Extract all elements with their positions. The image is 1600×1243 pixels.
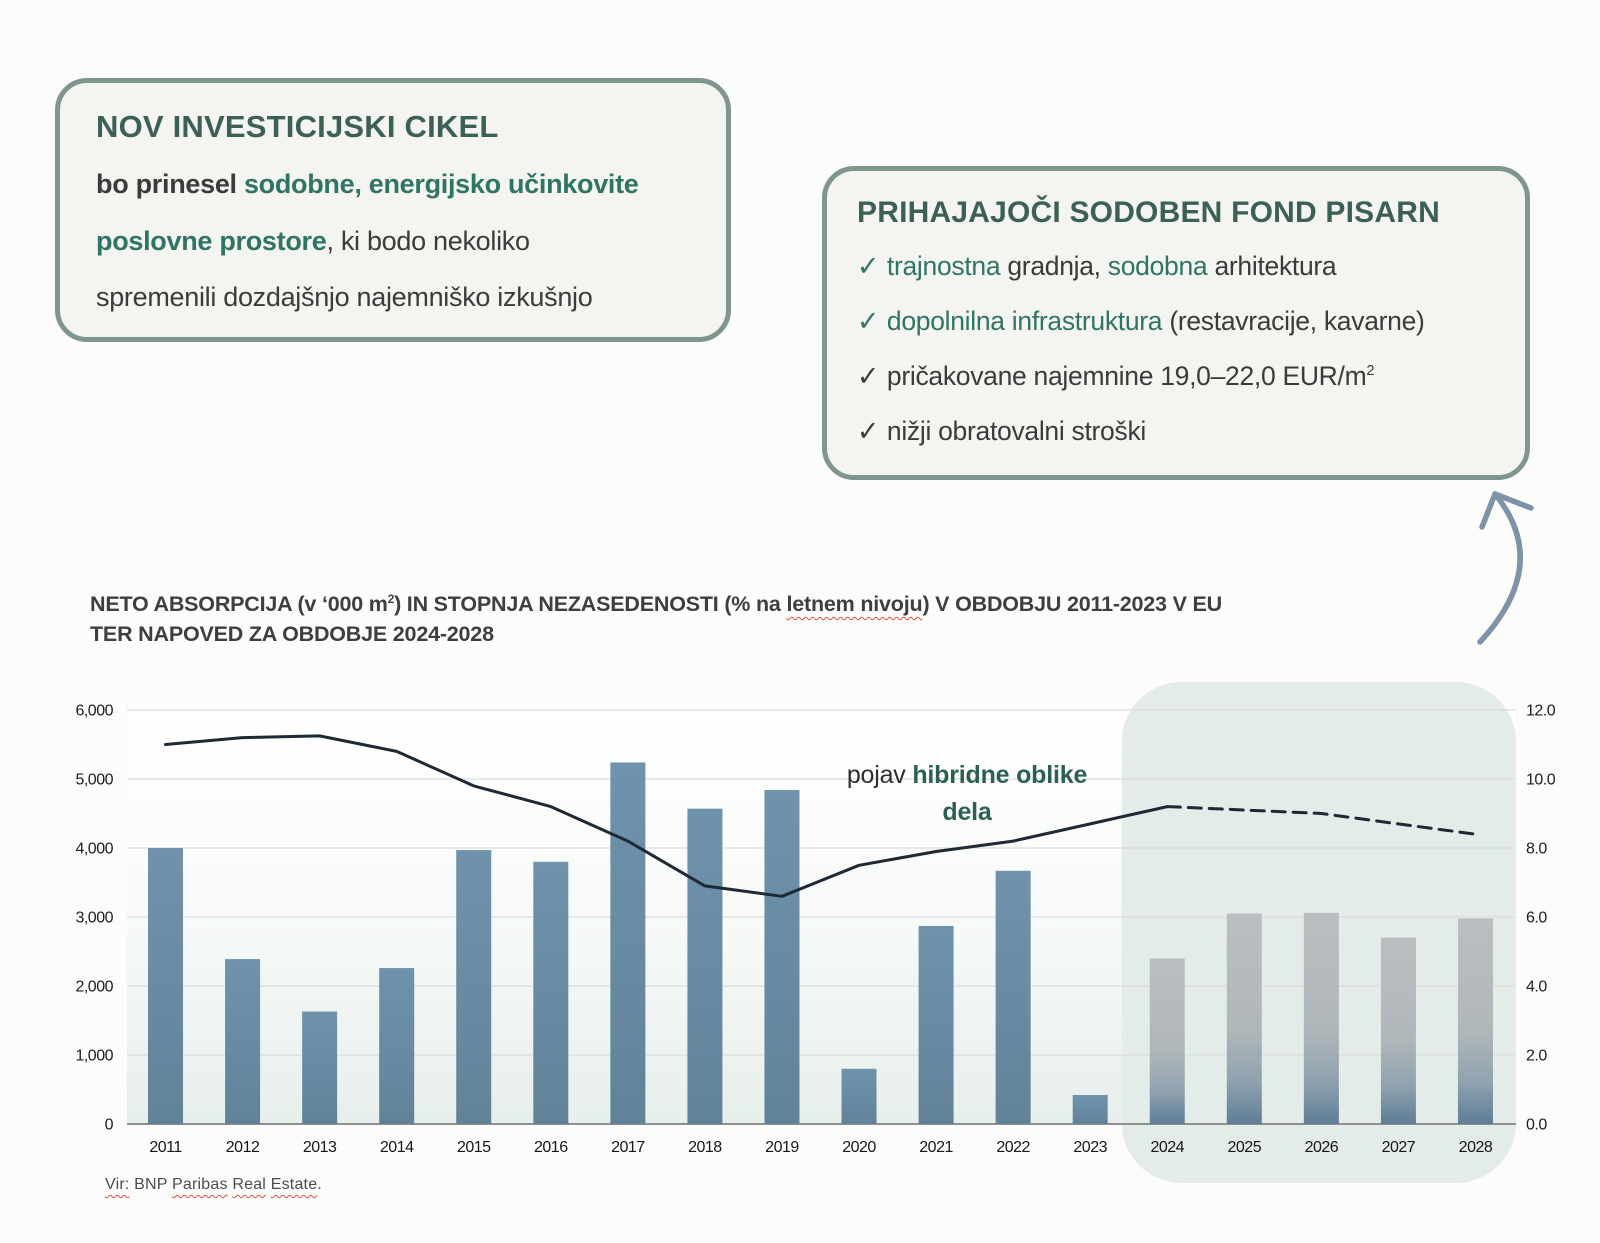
source-word: Real bbox=[232, 1176, 267, 1193]
callout-new-investment-cycle bbox=[55, 78, 731, 342]
text-teal-bold: poslovne prostore bbox=[96, 225, 327, 256]
checklist-item-3 bbox=[857, 349, 1499, 404]
callout-left-title: NOV INVESTICIJSKI CIKEL bbox=[96, 109, 499, 144]
svg-text:5,000: 5,000 bbox=[75, 771, 113, 789]
curved-arrow-icon bbox=[1438, 478, 1548, 658]
callout-modern-office-stock bbox=[822, 166, 1530, 480]
text-dark: , ki bodo nekoliko bbox=[326, 225, 530, 256]
text-dark: gradnja, bbox=[1007, 251, 1108, 281]
callout-right-title: PRIHAJAJOČI SODOBEN FOND PISARN bbox=[857, 196, 1440, 229]
text-dark: arhitektura bbox=[1214, 251, 1337, 281]
svg-text:2016: 2016 bbox=[534, 1139, 568, 1156]
callout-left-line-3 bbox=[96, 213, 692, 270]
superscript-2: 2 bbox=[387, 591, 395, 606]
svg-text:2022: 2022 bbox=[996, 1139, 1030, 1156]
svg-text:4.0: 4.0 bbox=[1526, 978, 1547, 996]
chart-annotation-hybrid-work bbox=[812, 757, 1122, 831]
chart-title-line-2: TER NAPOVED ZA OBDOBJE 2024-2028 bbox=[90, 622, 494, 646]
chart-title-line-1 bbox=[90, 589, 1450, 619]
superscript-2: 2 bbox=[1366, 363, 1375, 380]
svg-text:2013: 2013 bbox=[302, 1139, 337, 1156]
checkmark-icon: ✓ bbox=[857, 360, 879, 392]
title-text: ) V OBDOBJU 2011-2023 V EU bbox=[922, 592, 1222, 616]
checklist-item-1 bbox=[857, 239, 1499, 294]
text-teal: sodobna bbox=[1107, 251, 1215, 281]
svg-text:2023: 2023 bbox=[1073, 1139, 1107, 1156]
svg-text:10.0: 10.0 bbox=[1526, 771, 1556, 789]
svg-text:4,000: 4,000 bbox=[75, 840, 113, 858]
source-word: Estate bbox=[270, 1176, 318, 1193]
text-teal-bold: hibridne oblike bbox=[912, 761, 1088, 789]
checkmark-icon: ✓ bbox=[857, 250, 879, 282]
chart-source bbox=[105, 1176, 322, 1194]
checklist-item-4 bbox=[857, 404, 1499, 459]
svg-text:2020: 2020 bbox=[842, 1139, 876, 1156]
title-text: NETO ABSORPCIJA (v ‘000 m bbox=[90, 592, 388, 616]
svg-text:2025: 2025 bbox=[1227, 1139, 1262, 1156]
text-dark-bold: bo prinesel bbox=[96, 169, 244, 199]
svg-text:2024: 2024 bbox=[1150, 1139, 1185, 1156]
svg-text:6,000: 6,000 bbox=[75, 702, 113, 720]
source-word: Paribas bbox=[172, 1176, 228, 1193]
svg-text:2026: 2026 bbox=[1304, 1139, 1339, 1156]
svg-text:12.0: 12.0 bbox=[1526, 702, 1556, 720]
svg-text:2017: 2017 bbox=[611, 1139, 645, 1156]
checkmark-icon: ✓ bbox=[857, 305, 879, 337]
svg-text:0.0: 0.0 bbox=[1526, 1116, 1547, 1134]
text-dark: nižji obratovalni stroški bbox=[886, 416, 1146, 446]
svg-text:2.0: 2.0 bbox=[1526, 1047, 1547, 1065]
text-dark: (restavracije, kavarne) bbox=[1169, 306, 1425, 336]
svg-text:6.0: 6.0 bbox=[1526, 909, 1547, 927]
svg-text:0: 0 bbox=[104, 1116, 113, 1134]
title-text: ) IN STOPNJA NEZASEDENOSTI (% na bbox=[394, 592, 787, 616]
svg-text:2011: 2011 bbox=[149, 1139, 182, 1156]
callout-left-line-4: spremenili dozdajšnjo najemniško izkušnjo bbox=[96, 282, 593, 312]
chart-title bbox=[90, 589, 1450, 649]
checklist-item-2 bbox=[857, 294, 1499, 349]
svg-text:2018: 2018 bbox=[688, 1139, 722, 1156]
svg-text:2027: 2027 bbox=[1381, 1139, 1416, 1156]
source-word: BNP bbox=[134, 1176, 168, 1193]
text-teal: dopolnilna infrastruktura bbox=[886, 306, 1170, 336]
svg-text:2019: 2019 bbox=[765, 1139, 799, 1156]
annotation-line-1 bbox=[812, 757, 1122, 794]
text-teal-bold: sodobne, energijsko učinkovite bbox=[243, 169, 639, 199]
svg-text:2014: 2014 bbox=[379, 1139, 414, 1156]
text-dark: pričakovane najemnine 19,0–22,0 EUR/m bbox=[886, 361, 1367, 391]
svg-text:2015: 2015 bbox=[456, 1139, 491, 1156]
svg-text:3,000: 3,000 bbox=[75, 909, 113, 927]
title-text-spellcheck: letnem nivoju bbox=[786, 592, 923, 616]
absorption-vacancy-chart bbox=[0, 640, 1600, 1243]
svg-text:2028: 2028 bbox=[1458, 1139, 1493, 1156]
text-dark: pojav bbox=[846, 761, 913, 789]
source-word: Vir: bbox=[105, 1176, 130, 1193]
svg-text:2012: 2012 bbox=[225, 1139, 260, 1156]
svg-text:2021: 2021 bbox=[919, 1139, 953, 1156]
text-teal: trajnostna bbox=[886, 251, 1008, 281]
svg-text:2,000: 2,000 bbox=[75, 978, 113, 996]
annotation-line-2: dela bbox=[942, 798, 992, 826]
source-punct: . bbox=[317, 1176, 322, 1193]
svg-text:1,000: 1,000 bbox=[75, 1047, 113, 1065]
svg-text:8.0: 8.0 bbox=[1526, 840, 1547, 858]
checkmark-icon: ✓ bbox=[857, 415, 879, 447]
callout-left-line-2 bbox=[96, 156, 692, 213]
